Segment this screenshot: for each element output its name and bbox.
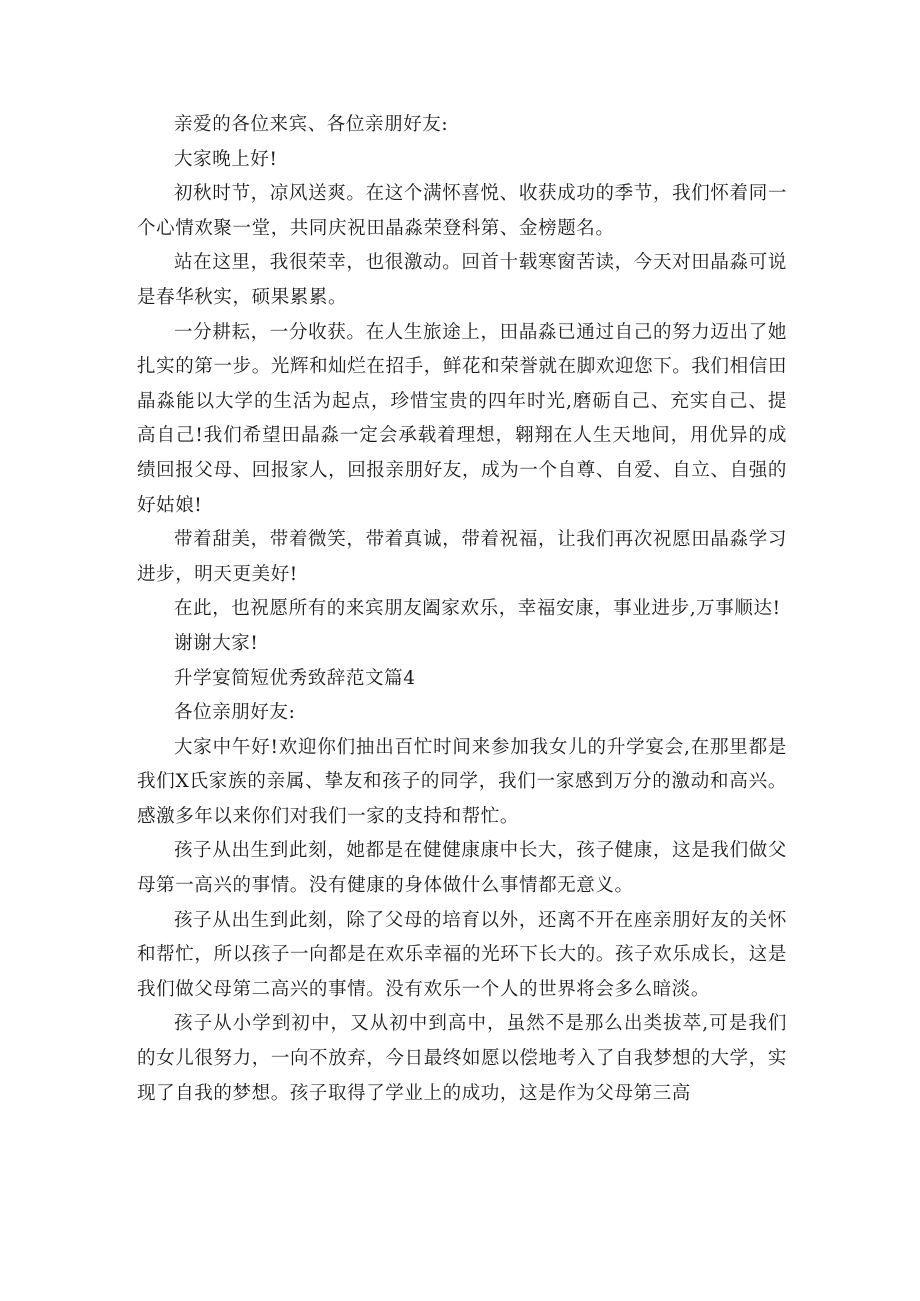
body-paragraph: 孩子从出生到此刻，她都是在健健康康中长大，孩子健康，这是我们做父母第一高兴的事情。没有健康的身体做什么事情都无意义。: [137, 840, 787, 897]
body-paragraph: 站在这里，我很荣幸，也很激动。回首十载寒窗苦读，今天对田晶淼可说是春华秋实，硕果累累。: [137, 252, 787, 308]
body-paragraph: 大家中午好!欢迎你们抽出百忙时间来参加我女儿的升学宴会,在那里都是我们X氏家族的亲属、挚友和孩子的同学，我们一家感到万分的激动和高兴。感激多年以来你们对我们一家的支持和帮忙。: [137, 736, 787, 827]
document-body: [137, 108, 787, 1111]
body-paragraph: 孩子从小学到初中，又从初中到高中，虽然不是那么出类拔萃,可是我们的女儿很努力，一向不放弃，今日最终如愿以偿地考入了自我梦想的大学，实现了自我的梦想。孩子取得了学业上的成功，这是作为父母第三高: [137, 1013, 787, 1104]
closing-thanks: 谢谢大家!: [174, 632, 259, 654]
body-paragraph: 一分耕耘，一分收获。在人生旅途上，田晶淼已通过自己的努力迈出了她扎实的第一步。光辉和灿烂在招手，鲜花和荣誉就在脚欢迎您下。我们相信田晶淼能以大学的生活为起点，珍惜宝贵的四年时光,磨砺自己、充实自己、提高自己!我们希望田晶淼一定会承载着理想，翱翔在人生天地间，用优异的成绩回报父母、回报家人，回报亲朋好友，成为一个自尊、自爱、自立、自强的好姑娘!: [137, 321, 787, 516]
greeting: 大家晚上好!: [174, 148, 278, 170]
body-paragraph: 初秋时节，凉风送爽。在这个满怀喜悦、收获成功的季节，我们怀着同一个心情欢聚一堂，共同庆祝田晶淼荣登科第、金榜题名。: [137, 183, 787, 239]
salutation: 各位亲朋好友:: [174, 702, 296, 724]
section-heading: 升学宴简短优秀致辞范文篇4: [174, 667, 416, 689]
salutation: 亲爱的各位来宾、各位亲朋好友:: [174, 114, 449, 135]
body-paragraph: 带着甜美，带着微笑，带着真诚，带着祝福，让我们再次祝愿田晶淼学习进步，明天更美好!: [137, 529, 787, 585]
body-paragraph: 孩子从出生到此刻，除了父母的培育以外，还离不开在座亲朋好友的关怀和帮忙，所以孩子一向都是在欢乐幸福的光环下长大的。孩子欢乐成长，这是我们做父母第二高兴的事情。没有欢乐一个人的世界将会多么暗淡。: [137, 909, 787, 1000]
body-paragraph: 在此，也祝愿所有的来宾朋友阖家欢乐，幸福安康，事业进步,万事顺达!: [174, 598, 781, 620]
